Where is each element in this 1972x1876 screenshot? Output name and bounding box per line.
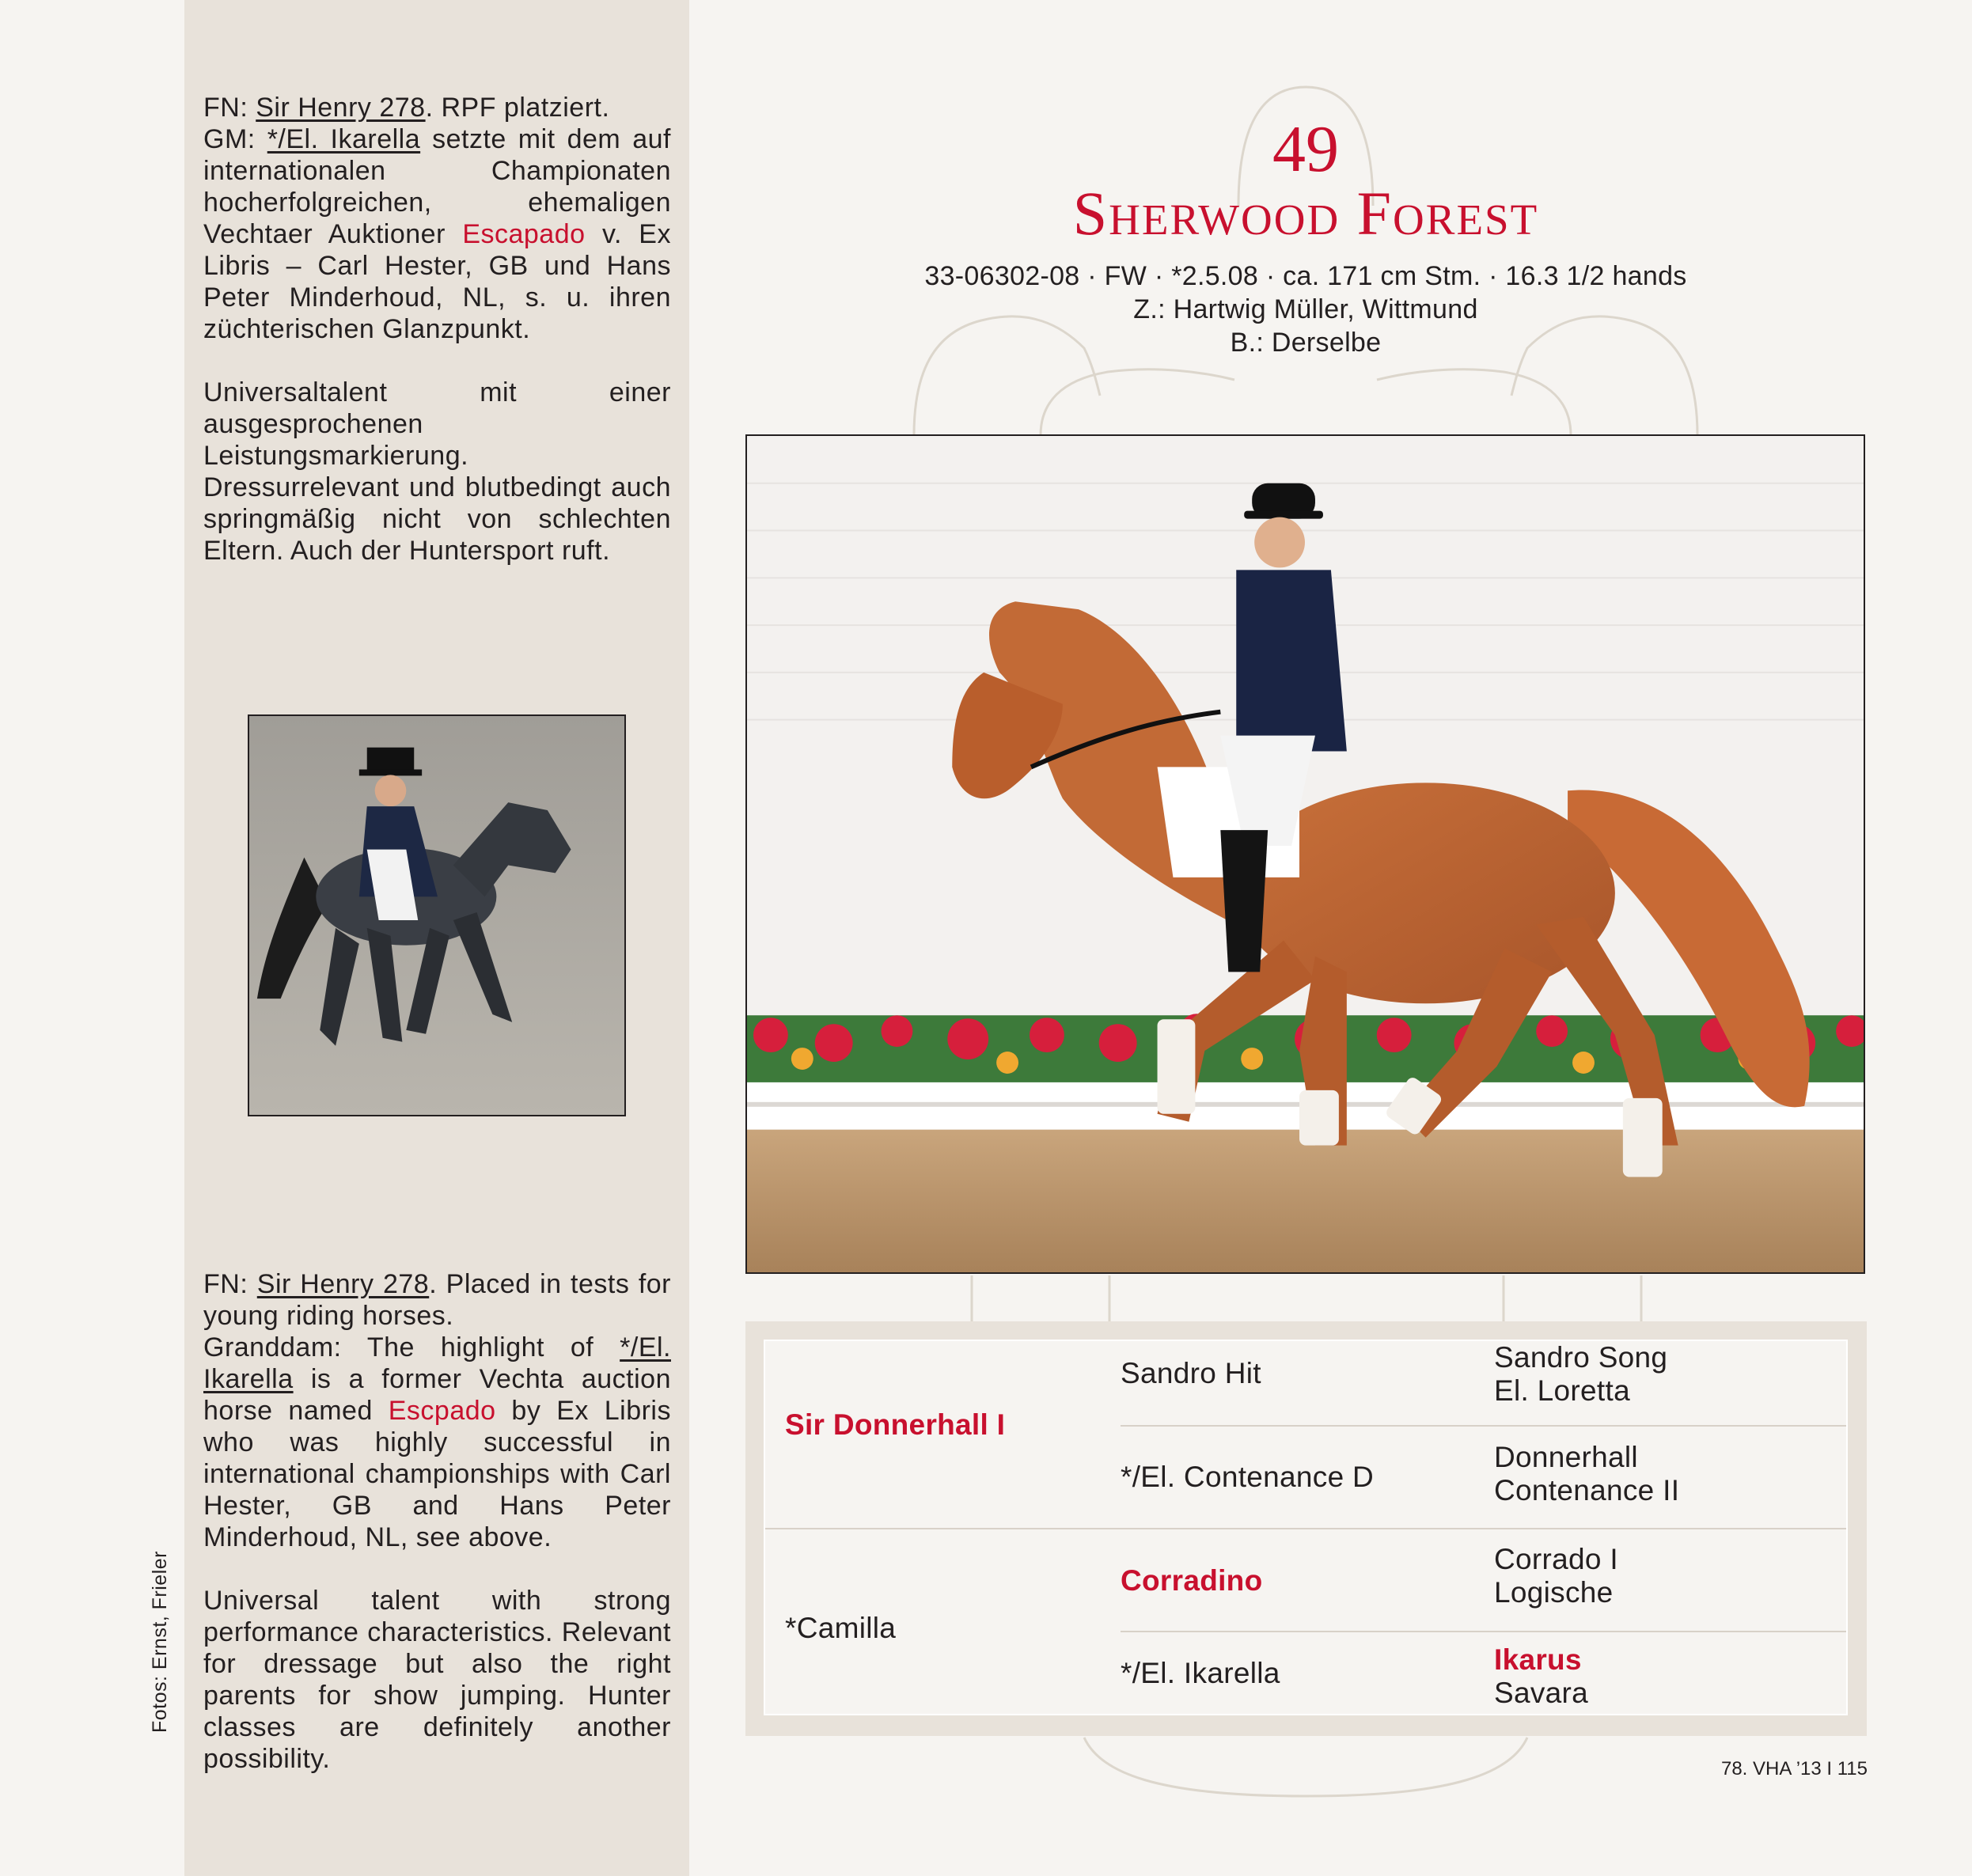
ss-sire-name: Sandro Song [1494,1341,1668,1374]
german-gm-label: GM: [203,124,267,154]
dd-sire-name: Ikarus [1494,1643,1582,1676]
sire-dam-name: */El. Contenance D [1121,1461,1375,1493]
german-description [203,92,671,598]
ds-dam-name: Logische [1494,1576,1614,1609]
sd-sire-name: Donnerhall [1494,1441,1638,1473]
pedigree-table [764,1340,1848,1715]
ss-dam-name: El. Loretta [1494,1374,1630,1407]
sire-name: Sir Donnerhall I [785,1408,1006,1441]
ds-sire-name: Corrado I [1494,1543,1618,1575]
sire-link-en[interactable]: Sir Henry 278 [256,1269,430,1299]
dam-dam-name: */El. Ikarella [1121,1657,1280,1689]
dam-sire-name: Corradino [1121,1564,1263,1597]
divider [1121,1631,1846,1632]
english-paragraph-2: Universal talent with strong performance characteristics. Relevant for dressage but also the right parents for show jumping. Hunter classes are definitely another possibility. [203,1586,671,1774]
german-gm-text-end: v. Ex Libris – Carl Hester, GB und Hans Peter Minderhoud, NL, s. u. ihren züchterischen Glanzpunkt. [203,219,671,344]
dd-dam-name: Savara [1494,1677,1589,1709]
divider [1121,1425,1846,1427]
horse-details: 33-06302-08 · FW · *2.5.08 · ca. 171 cm Stm. · 16.3 1/2 hands [924,261,1687,291]
english-paragraph-1 [203,1268,671,1553]
granddam-link-en[interactable]: */El. Ikarella [203,1332,671,1394]
english-fn-label: FN: [203,1269,257,1299]
german-fn-text: . RPF platziert. [425,93,610,123]
horse-photo-main [745,434,1865,1274]
photo-credit: Fotos: Ernst, Frieler [149,1551,171,1733]
page-number: 78. VHA ’13 I 115 [1720,1758,1868,1779]
sire-sire-name: Sandro Hit [1121,1357,1261,1389]
owner: B.: Derselbe [1230,328,1382,358]
dressage-rider-illustration [249,716,624,1115]
german-gm-text: setzte mit dem auf internationalen Championaten hocherfolgreichen, ehemaligen Vechtaer Auktioner [203,124,671,249]
rider-photo-small [248,714,626,1116]
sd-dam-name: Contenance II [1494,1474,1680,1506]
german-paragraph-1 [203,92,671,345]
breeder: Z.: Hartwig Müller, Wittmund [1133,294,1478,324]
german-paragraph-2: Universaltalent mit einer ausgesprochenen Leistungsmarkierung. Dressurrelevant und blutbedingt auch springmäßig nicht von schlechten Eltern. Auch der Huntersport ruft. [203,377,671,566]
horse-name: Sherwood Forest [1072,179,1539,248]
dam-name: *Camilla [785,1612,897,1644]
english-granddam-label: Granddam: The highlight of [203,1332,620,1362]
sire-link-de[interactable]: Sir Henry 278 [256,93,426,123]
divider [765,1528,1846,1529]
german-fn-label: FN: [203,93,256,123]
lot-number: 49 [1272,112,1339,186]
english-fn-text: . Placed in tests for young riding horses. [203,1269,672,1331]
english-granddam-text: is a former Vechta auction horse named [203,1364,671,1426]
granddam-link-de[interactable]: */El. Ikarella [267,124,421,154]
escapado-name-de: Escapado [462,219,586,249]
chestnut-horse-illustration [747,436,1864,1272]
english-description [203,1268,671,1806]
english-granddam-text-end: by Ex Libris who was highly successful in international championships with Carl Hester, GB and Hans Peter Minderhoud, NL, see above. [203,1396,671,1552]
escpado-name-en: Escpado [388,1396,496,1426]
